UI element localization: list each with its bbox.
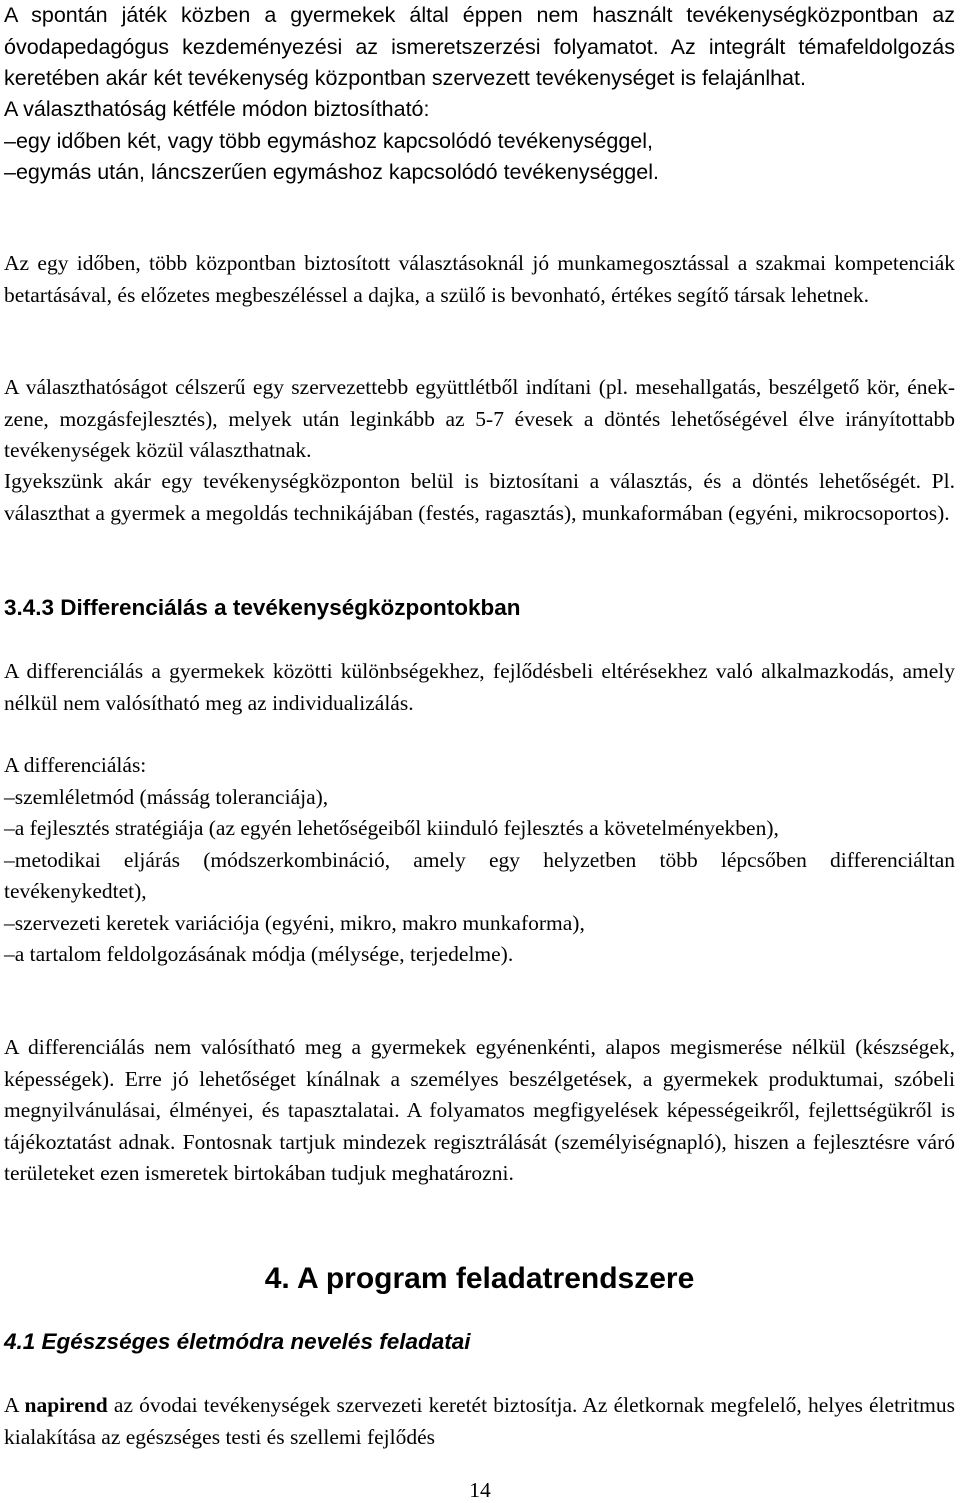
paragraph-differentiation: A differenciálás a gyermekek közötti különbségekhez, fejlődésbeli eltérésekhez való alkalmazkodás, amely nélkül nem valósítható meg az individualizálás. xyxy=(4,659,955,715)
daily-schedule-text-b: az óvodai tevékenységek szervezeti keretét biztosítja. Az életkornak megfelelő, helyes életritmus kialakítása az egészséges testi és szellemi fejlődés xyxy=(4,1393,955,1449)
chapter-heading: 4. A program feladatrendszere xyxy=(264,1262,695,1295)
subsection-heading: 4.1 Egészséges életmódra nevelés feladatai xyxy=(4,1329,471,1354)
choice-item-2: –egymás után, láncszerűen egymáshoz kapcsolódó tevékenységgel. xyxy=(4,160,659,184)
diff-item-4: –szervezeti keretek variációja (egyéni, mikro, makro munkaforma), xyxy=(4,910,585,935)
paragraph-strive: Igyekszünk akár egy tevékenységközponton belül is biztosítani a választás, és a döntés lehetőségét. Pl. választhat a gyermek a megoldás technikájában (festés, ragasztás), munkaformában (egyéni, mikrocsoportos). xyxy=(4,469,955,525)
paragraph-centers: Az egy időben, több központban biztosított választásoknál jó munkamegosztással a szakmai kompetenciák betartásával, és előzetes megbeszéléssel a dajka, a szülő is bevonható, értékes segítő társak lehetnek. xyxy=(4,251,955,307)
diff-item-5: –a tartalom feldolgozásának módja (mélysége, terjedelme). xyxy=(4,942,514,966)
diff-intro: A differenciálás: xyxy=(4,753,147,777)
paragraph-daily-schedule xyxy=(4,1390,955,1453)
choice-item-1: –egy időben két, vagy több egymáshoz kapcsolódó tevékenységgel, xyxy=(4,128,654,153)
choice-block xyxy=(4,94,955,189)
diff-item-3: –metodikai eljárás (módszerkombináció, amely egy helyzetben több lépcsőben differenciáltan tevékenykedtet), xyxy=(4,847,955,903)
paragraph-start: A választhatóságot célszerű egy szervezettebb együttlétből indítani (pl. mesehallgatás, beszélgető kör, ének-zene, mozgásfejlesztés), melyek után leginkább az 5-7 évesek a döntés lehetőségével élve irányítottabb tevékenységek közül választhatnak. xyxy=(4,375,955,462)
differentiation-list xyxy=(4,750,955,971)
diff-item-1: –szemléletmód (másság toleranciája), xyxy=(4,784,329,809)
paragraph-knowledge: A differenciálás nem valósítható meg a gyermekek egyénenkénti, alapos megismerése nélkül (készségek, képességek). Erre jó lehetőséget kínálnak a személyes beszélgetések, a gyermekek produktumai, szóbeli megnyilvánulásai, élményei, és tapasztalatai. A folyamatos megfigyelések képességeikről, fejlettségükről is tájékoztatást adnak. Fontosnak tartjuk mindezek regisztrálását (személyiségnapló), hiszen a fejlesztésre váró területeket ezen ismeretek birtokában tudjuk meghatározni. xyxy=(4,1035,955,1185)
daily-schedule-bold: napirend xyxy=(24,1393,108,1417)
choice-intro: A választhatóság kétféle módon biztosítható: xyxy=(4,97,430,121)
paragraph-intro xyxy=(4,0,955,95)
page-number: 14 xyxy=(469,1478,491,1502)
intro-text: A spontán játék közben a gyermekek által éppen nem használt tevékenységközpontban az óvodapedagógus kezdeményezési az ismeretszerzési folyamatot. Az integrált témafeldolgozás keretében akár két tevékenység központban szervezett tevékenységet is felajánlhat. xyxy=(4,3,955,90)
section-heading: 3.4.3 Differenciálás a tevékenységközpontokban xyxy=(4,595,521,620)
daily-schedule-text-a: A xyxy=(4,1393,25,1417)
diff-item-2: –a fejlesztés stratégiája (az egyén lehetőségeiből kiinduló fejlesztés a követelményekben), xyxy=(4,816,779,840)
